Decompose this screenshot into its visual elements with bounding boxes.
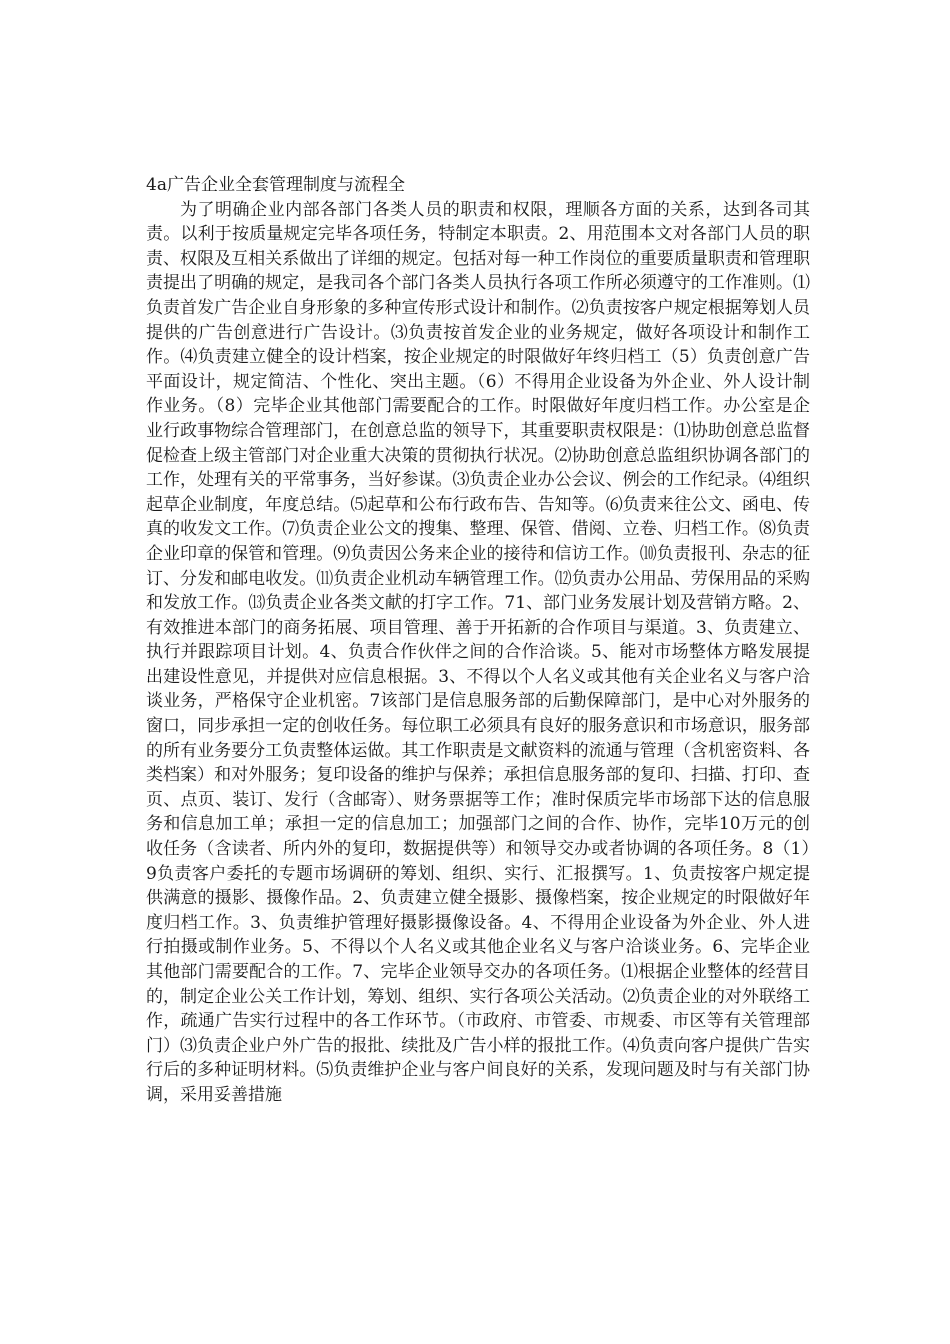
document-body-paragraph: 为了明确企业内部各部门各类人员的职责和权限，理顺各方面的关系，达到各司其责。以利于按质量规定完毕各项任务，特制定本职责。2、用范围本文对各部门人员的职责、权限及互相关系做出了详细的规定。包括对每一种工作岗位的重要质量职责和管理职责提出了明确的规定，是我司各个部门各类人员执行各项工作所必须遵守的工作准则。⑴负责首发广告企业自身形象的多种宣传形式设计和制作。⑵负责按客户规定根据筹划人员提供的广告创意进行广告设计。⑶负责按首发企业的业务规定，做好各项设计和制作工作。⑷负责建立健全的设计档案，按企业规定的时限做好年终归档工（5）负责创意广告平面设计，规定简洁、个性化、突出主题。（6）不得用企业设备为外企业、外人设计制作业务。（8）完毕企业其他部门需要配合的工作。时限做好年度归档工作。办公室是企业行政事物综合管理部门，在创意总监的领导下，其重要职责权限是：⑴协助创意总监督促检查上级主管部门对企业重大决策的贯彻执行状况。⑵协助创意总监组织协调各部门的工作，处理有关的平常事务，当好参谋。⑶负责企业办公会议、例会的工作纪录。⑷组织起草企业制度，年度总结。⑸起草和公布行政布告、告知等。⑹负责来往公文、函电、传真的收发文工作。⑺负责企业公文的搜集、整理、保管、借阅、立卷、归档工作。⑻负责企业印章的保管和管理。⑼负责因公务来企业的接待和信访工作。⑽负责报刊、杂志的征订、分发和邮电收发。⑾负责企业机动车辆管理工作。⑿负责办公用品、劳保用品的采购和发放工作。⒀负责企业各类文献的打字工作。71、部门业务发展计划及营销方略。2、有效推进本部门的商务拓展、项目管理、善于开拓新的合作项目与渠道。3、负责建立、执行并跟踪项目计划。4、负责合作伙伴之间的合作洽谈。5、能对市场整体方略发展提出建设性意见，并提供对应信息根据。3、不得以个人名义或其他有关企业名义与客户洽谈业务，严格保守企业机密。7该部门是信息服务部的后勤保障部门，是中心对外服务的窗口，同步承担一定的创收任务。每位职工必须具有良好的服务意识和市场意识，服务部的所有业务要分工负责整体运做。其工作职责是文献资料的流通与管理（含机密资料、各类档案）和对外服务；复印设备的维护与保养；承担信息服务部的复印、扫描、打印、查页、点页、装订、发行（含邮寄）、财务票据等工作；准时保质完毕市场部下达的信息服务和信息加工单；承担一定的信息加工；加强部门之间的合作、协作，完毕10万元的创收任务（含读者、所内外的复印，数据提供等）和领导交办或者协调的各项任务。8（1）9负责客户委托的专题市场调研的筹划、组织、实行、汇报撰写。1、负责按客户规定提供满意的摄影、摄像作品。2、负责建立健全摄影、摄像档案，按企业规定的时限做好年度归档工作。3、负责维护管理好摄影摄像设备。4、不得用企业设备为外企业、外人进行拍摄或制作业务。5、不得以个人名义或其他企业名义与客户洽谈业务。6、完毕企业其他部门需要配合的工作。7、完毕企业领导交办的各项任务。⑴根据企业整体的经营目的，制定企业公关工作计划，筹划、组织、实行各项公关活动。⑵负责企业的对外联络工作，疏通广告实行过程中的各工作环节。（市政府、市管委、市规委、市区等有关管理部门）⑶负责企业户外广告的报批、续批及广告小样的报批工作。⑷负责向客户提供广告实行后的多种证明材料。⑸负责维护企业与客户间良好的关系，发现问题及时与有关部门协调，采用妥善措施 [146, 199, 810, 1105]
document-content [146, 173, 810, 1108]
document-title: 4a广告企业全套管理制度与流程全 [146, 175, 405, 195]
